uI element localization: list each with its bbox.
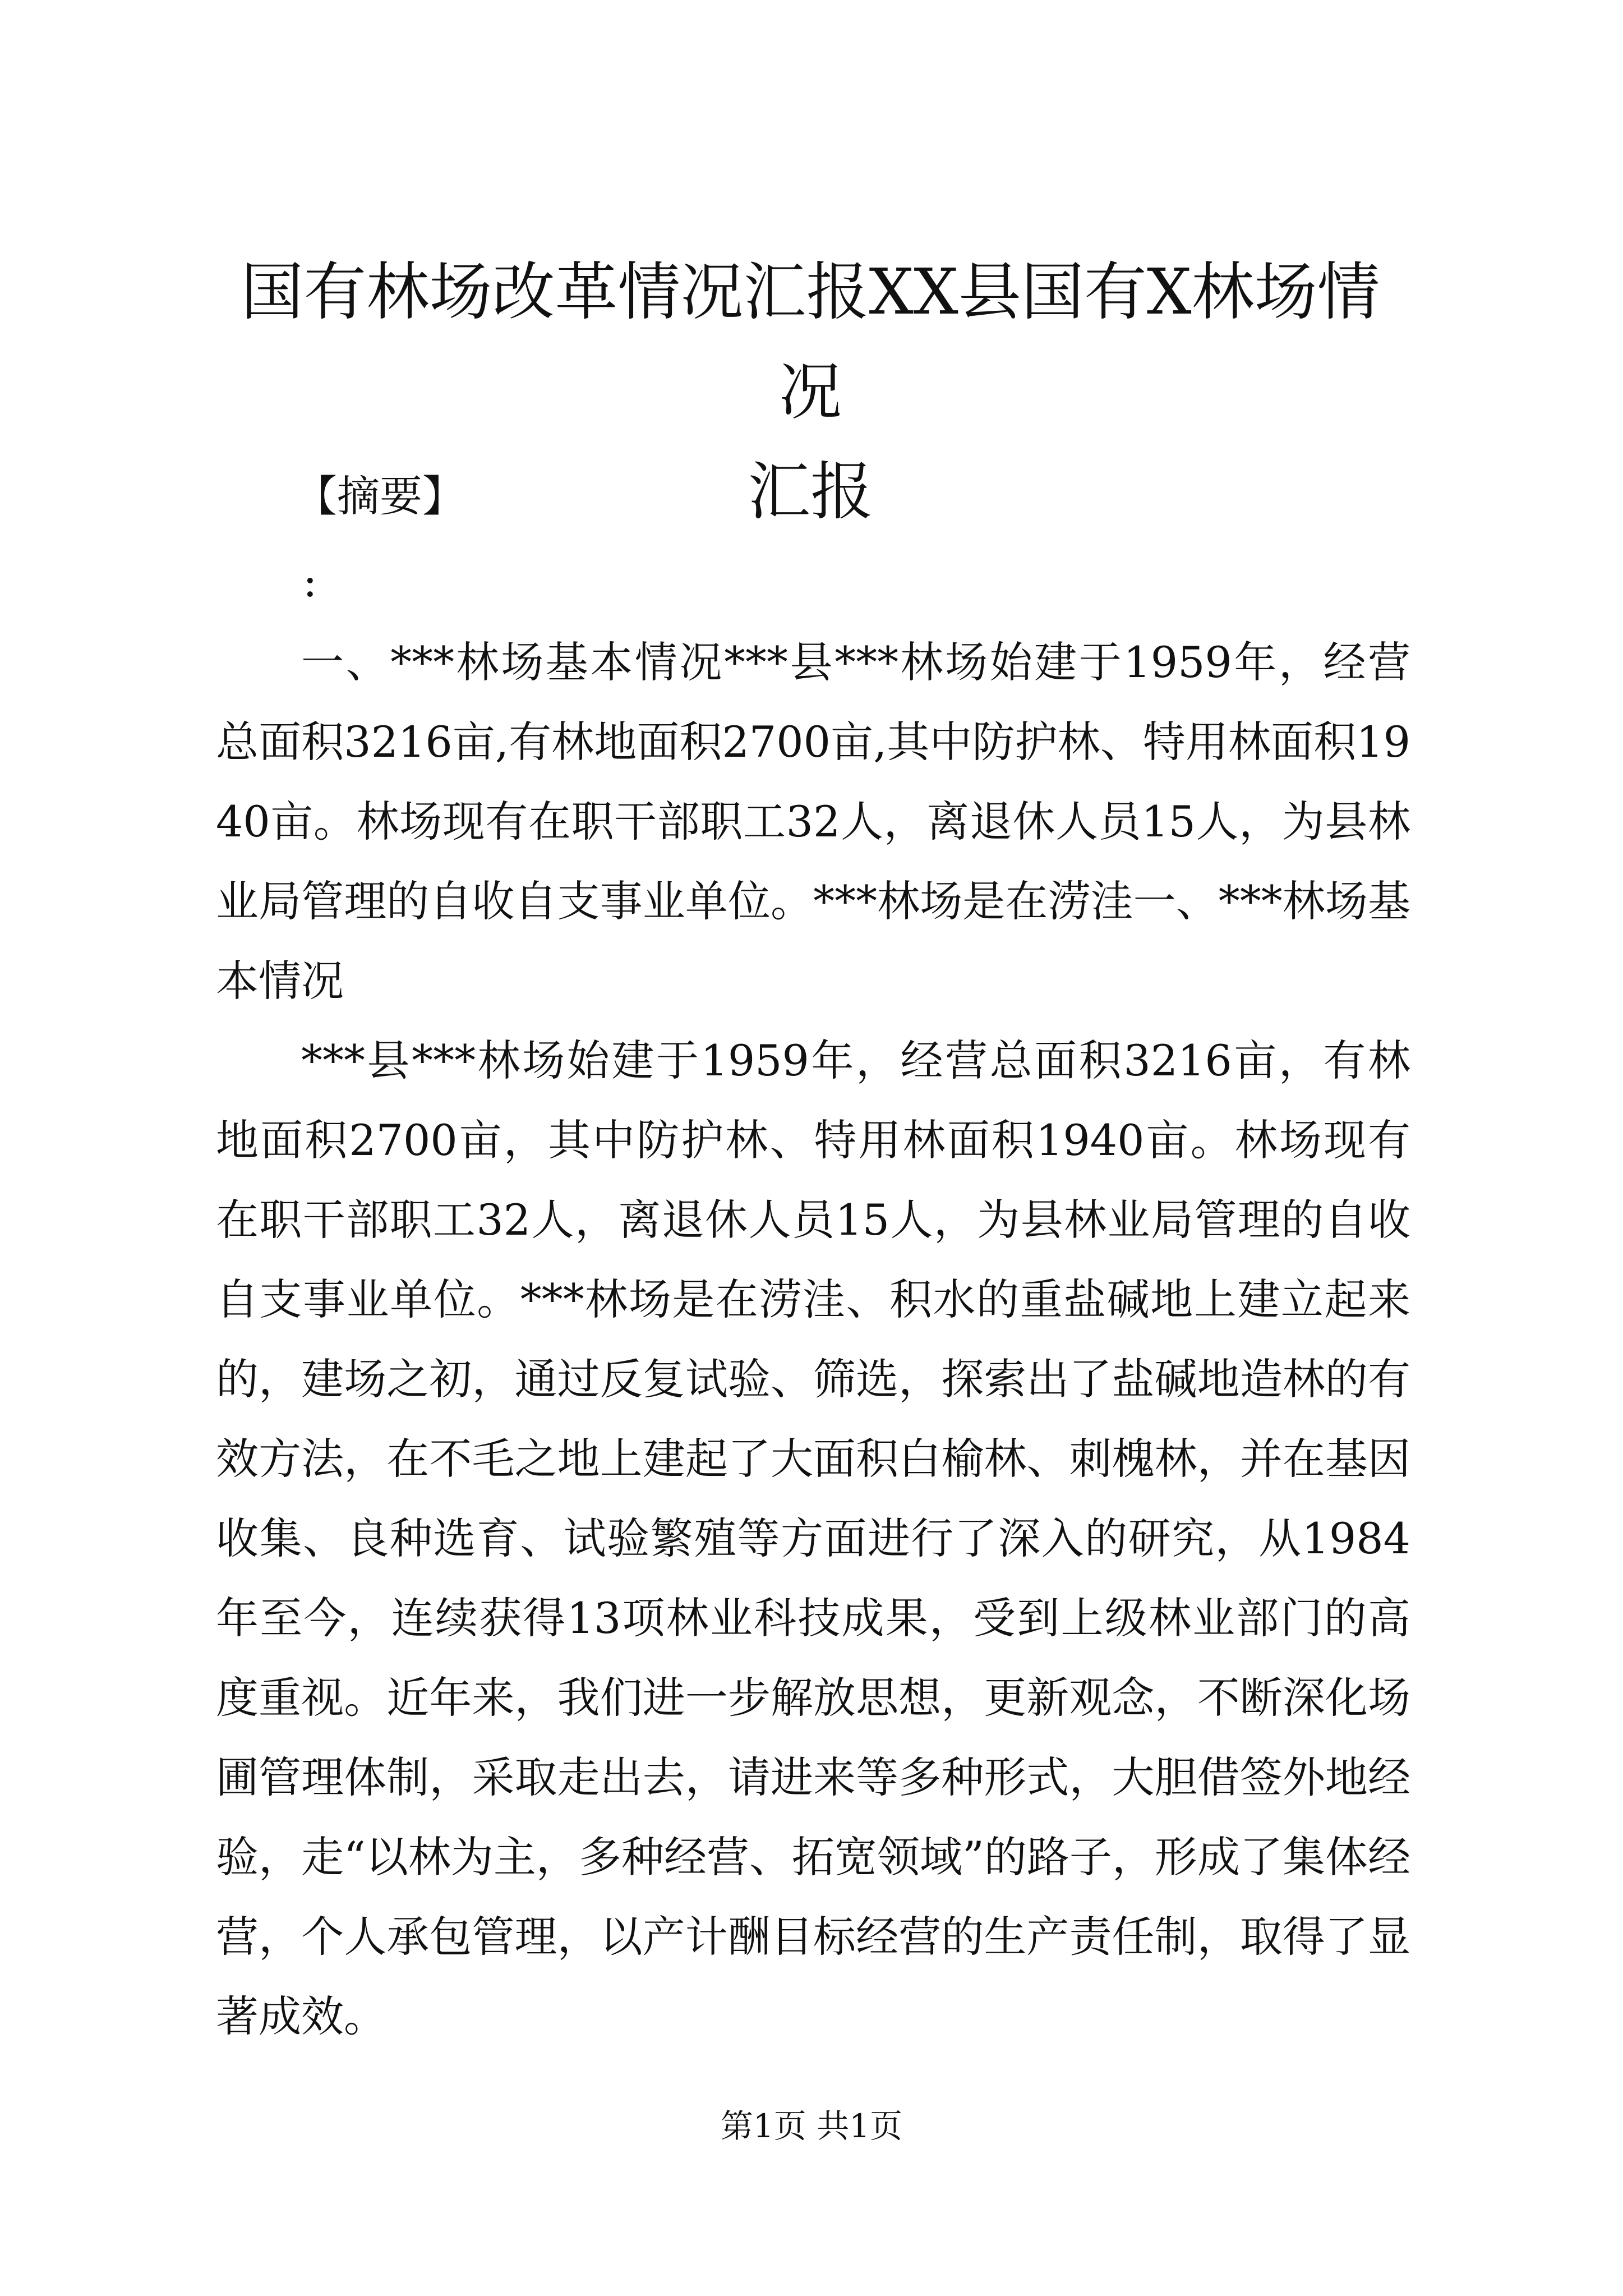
page-footer: 第1页 共1页: [720, 2107, 903, 2145]
title-line-2: 汇报: [748, 455, 873, 528]
body-paragraph-2: ***县***林场始建于1959年，经营总面积3216亩，有林地面积2700亩，其中防护林、特用林面积1940亩。林场现有在职干部职工32人，离退休人员15人，为县林业局管理的自收自支事业单位。***林场是在涝洼、积水的重盐碱地上建立起来的，建场之初，通过反复试验、筛选，探索出了盐碱地造林的有效方法，在不毛之地上建起了大面积白榆林、刺槐林，并在基因收集、良种选育、试验繁殖等方面进行了深入的研究，从1984年至今，连续获得13项林业科技成果，受到上级林业部门的高度重视。近年来，我们进一步解放思想，更新观念，不断深化场圃管理体制，采取走出去，请进来等多种形式，大胆借签外地经验，走“以林为主，多种经营、拓宽领域”的路子，形成了集体经营，个人承包管理，以产计酬目标经营的生产责任制，取得了显著成效。: [216, 1036, 1410, 2041]
abstract-colon: :: [303, 556, 317, 606]
body-paragraph-1: 一、***林场基本情况***县***林场始建于1959年，经营总面积3216亩,有林地面积2700亩,其中防护林、特用林面积1940亩。林场现有在职干部职工32人，离退休人员15人，为县林业局管理的自收自支事业单位。***林场是在涝洼一、***林场基本情况: [216, 637, 1410, 1006]
title-line-1: 国有林场改革情况汇报XX县国有X林场情况: [241, 256, 1380, 429]
abstract-label: 【摘要】: [294, 471, 465, 521]
